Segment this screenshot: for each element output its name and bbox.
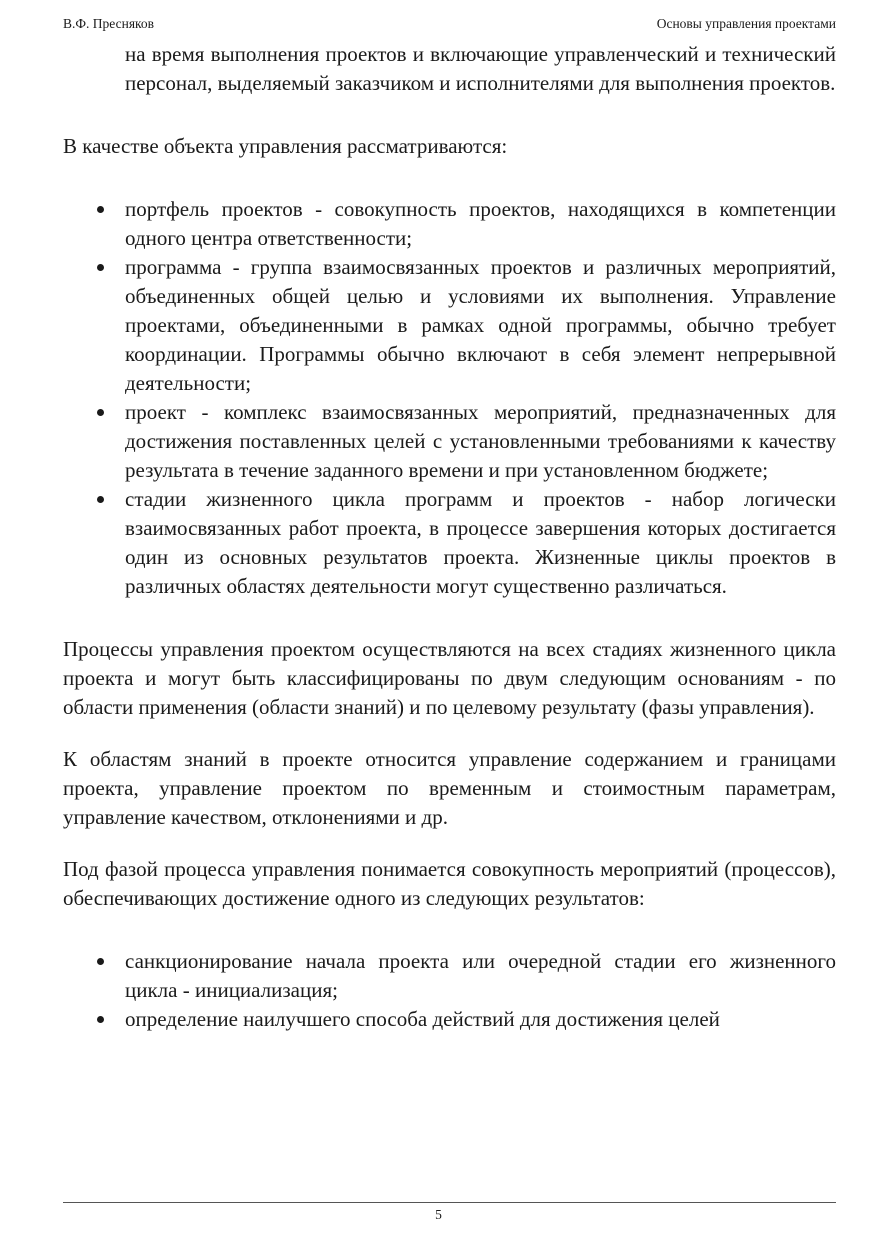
bullet-icon	[97, 264, 104, 271]
page-content	[63, 40, 836, 1034]
header-author: В.Ф. Пресняков	[63, 16, 155, 31]
objects-list	[63, 195, 836, 601]
bullet-icon	[97, 496, 104, 503]
list-item	[63, 485, 836, 601]
processes-paragraph: Процессы управления проектом осуществляются на всех стадиях жизненного цикла проекта и могут быть классифицированы по двум следующим основаниям - по области применения (области знаний) и по целевому результату (фазы управления).	[63, 637, 836, 719]
header-title: Основы управления проектами	[656, 16, 836, 31]
bullet-icon	[97, 409, 104, 416]
continuation-text: на время выполнения проектов и включающие управленческий и технический персонал, выделяемый заказчиком и исполнителями для выполнения проектов.	[125, 42, 836, 95]
list-item	[63, 253, 836, 398]
list-item	[63, 398, 836, 485]
list-item-text: санкционирование начала проекта или очередной стадии его жизненного цикла - инициализация;	[125, 949, 836, 1002]
page-header	[63, 16, 836, 36]
footer-divider	[63, 1202, 836, 1203]
list-item-text: стадии жизненного цикла программ и проектов - набор логически взаимосвязанных работ проекта, в процессе завершения которых достигается один из основных результатов проекта. Жизненные циклы проектов в различных областях деятельности могут существенно различаться.	[125, 487, 836, 598]
list-item	[63, 195, 836, 253]
list-item-text: портфель проектов - совокупность проектов, находящихся в компетенции одного центра ответственности;	[125, 197, 836, 250]
list-item	[63, 1005, 836, 1034]
phase-paragraph: Под фазой процесса управления понимается совокупность мероприятий (процессов), обеспечивающих достижение одного из следующих результатов:	[63, 857, 836, 910]
bullet-icon	[97, 958, 104, 965]
list-item-text: программа - группа взаимосвязанных проектов и различных мероприятий, объединенных общей целью и условиями их выполнения. Управление проектами, объединенными в рамках одной программы, обычно требует координации. Программы обычно включают в себя элемент непрерывной деятельности;	[125, 255, 836, 395]
bullet-icon	[97, 206, 104, 213]
bullet-icon	[97, 1016, 104, 1023]
list-item	[63, 947, 836, 1005]
knowledge-paragraph: К областям знаний в проекте относится управление содержанием и границами проекта, управление проектом по временным и стоимостным параметрам, управление качеством, отклонениями и др.	[63, 747, 836, 829]
page-number: 5	[435, 1207, 442, 1222]
results-list	[63, 947, 836, 1034]
list-item-text: проект - комплекс взаимосвязанных мероприятий, предназначенных для достижения поставленных целей с установленными требованиями к качеству результата в течение заданного времени и при установленном бюджете;	[125, 400, 836, 482]
list-item-text: определение наилучшего способа действий для достижения целей	[125, 1007, 720, 1031]
objects-intro: В качестве объекта управления рассматриваются:	[63, 134, 508, 158]
